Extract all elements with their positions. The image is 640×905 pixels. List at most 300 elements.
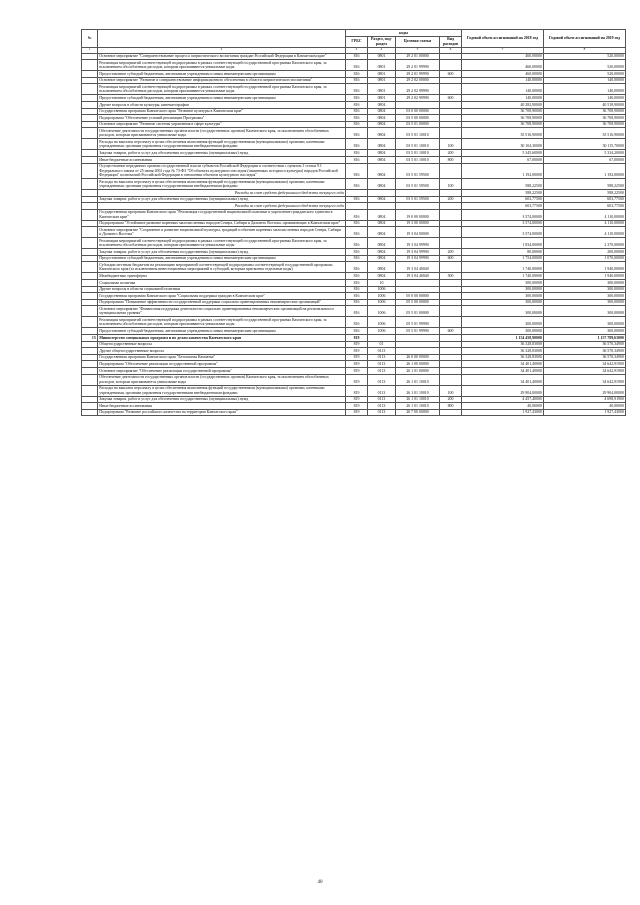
section-code: 0801: [368, 71, 396, 78]
row-name: Подпрограмма "Устойчивое развитие коренных малочисленных народов Севера, Сибири и Дальнего Востока, проживающих в Камчатском крае": [98, 220, 346, 227]
table-row: [82, 220, 626, 227]
row-number: [82, 374, 98, 385]
grbs-code: 816: [346, 71, 368, 78]
row-number: [82, 262, 98, 273]
amount-2018: 588,22500: [462, 189, 544, 196]
expense-type-code: [440, 299, 462, 306]
column-index: 6: [440, 47, 462, 53]
row-name: Осуществление переданных органам государственной власти субъектов Российской Федерации в соответствии с пунктом 1 статьи 9.1 Федерального закона от 25 июня 2002 года № 73-ФЗ "Об объектах культурного наследия (памятниках истории и культуры) народов Российской Федерации" полномочий Российской Федерации в отношении объектов культурного наследия": [98, 163, 346, 178]
budget-table: [81, 29, 626, 416]
section-code: [368, 203, 396, 210]
amount-2018: 36 708,90000: [462, 108, 544, 115]
expense-type-code: 500: [440, 273, 462, 280]
amount-2018: 1 834,00000: [462, 238, 544, 249]
row-number: [82, 178, 98, 189]
row-name: Закупка товаров, работ и услуг для обеспечения государственных (муниципальных) нужд: [98, 196, 346, 203]
row-name: Расходы за счет средств федерального бюджета текущего года: [98, 189, 346, 196]
amount-2019: 67,00000: [544, 156, 626, 163]
row-name: Подпрограмма "Повышение эффективности государственной поддержки социально ориентированных некоммерческих организаций": [98, 299, 346, 306]
table-row: [82, 101, 626, 108]
amount-2019: 300,00000: [544, 280, 626, 287]
section-code: 0801: [368, 53, 396, 60]
amount-2018: 36 328,83000: [462, 354, 544, 361]
grbs-code: 816: [346, 150, 368, 157]
amount-2019: 588,22500: [544, 178, 626, 189]
table-row: [82, 306, 626, 317]
target-code: [396, 335, 440, 342]
row-number: [82, 306, 98, 317]
expense-type-code: [440, 189, 462, 196]
table-row: [82, 71, 626, 78]
amount-2019: 36 570,34900: [544, 348, 626, 355]
amount-2019: 140,00000: [544, 95, 626, 102]
amount-2018: 36 328,83000: [462, 348, 544, 355]
section-code: 0113: [368, 368, 396, 375]
amount-2018: 603,77500: [462, 203, 544, 210]
row-number: [82, 354, 98, 361]
target-code: 26 7 00 00000: [396, 409, 440, 416]
col-2018-header: Годовой объем ассигнований на 2018 год: [462, 30, 544, 48]
section-code: 1006: [368, 299, 396, 306]
amount-2019: 36 708,90000: [544, 121, 626, 128]
section-code: 0113: [368, 374, 396, 385]
row-number: [82, 238, 98, 249]
table-row: [82, 385, 626, 396]
table-row: [82, 403, 626, 410]
section-code: 0804: [368, 273, 396, 280]
expense-type-code: 600: [440, 328, 462, 335]
row-number: [82, 121, 98, 128]
amount-2018: 460,00000: [462, 53, 544, 60]
grbs-code: [346, 203, 368, 210]
target-code: [396, 280, 440, 287]
table-row: [82, 108, 626, 115]
target-code: 19 3 04 99990: [396, 255, 440, 262]
expense-type-code: 600: [440, 71, 462, 78]
row-name: Подпрограмма "Развитие российского казачества на территории Камчатского края": [98, 409, 346, 416]
row-name: Предоставление субсидий бюджетным, автономным учреждениям и иным некоммерческим организациям: [98, 95, 346, 102]
section-code: 0113: [368, 403, 396, 410]
grbs-code: 819: [346, 348, 368, 355]
table-row: [82, 348, 626, 355]
row-number: [82, 60, 98, 71]
column-index: 4: [368, 47, 396, 53]
table-row: [82, 238, 626, 249]
target-code: [396, 101, 440, 108]
expense-type-code: [440, 354, 462, 361]
row-name: Основное мероприятие "Развитие и совершенствование информационного обеспечения в области патриотического воспитания": [98, 77, 346, 84]
target-code: 03 5 00 00000: [396, 115, 440, 122]
grbs-code: 816: [346, 209, 368, 220]
target-code: 03 0 00 00000: [396, 108, 440, 115]
expense-type-code: [440, 53, 462, 60]
table-row: [82, 374, 626, 385]
target-code: 03 5 01 59500: [396, 178, 440, 189]
target-code: 03 5 01 10010: [396, 156, 440, 163]
table-row: [82, 299, 626, 306]
target-code: [396, 341, 440, 348]
grbs-code: 819: [346, 341, 368, 348]
table-row: [82, 409, 626, 416]
row-number: [82, 227, 98, 238]
target-code: 29 2 01 99990: [396, 71, 440, 78]
col-name-header: [98, 30, 346, 48]
table-row: [82, 209, 626, 220]
amount-2018: 80,00000: [462, 249, 544, 256]
amount-2018: 3 574,00000: [462, 227, 544, 238]
col-grbs-header: ГРБС: [346, 36, 368, 47]
grbs-code: 816: [346, 273, 368, 280]
row-number: [82, 95, 98, 102]
row-name: Расходы на выплаты персоналу в целях обеспечения выполнения функций государственными (муниципальными) органами, казенными учреждениями, органами управления государственными внебюджетными фондами: [98, 139, 346, 150]
amount-2019: 4 110,00000: [544, 220, 626, 227]
amount-2019: 200,00000: [544, 249, 626, 256]
target-code: 19 3 04 40040: [396, 273, 440, 280]
row-number: [82, 280, 98, 287]
section-code: [368, 335, 396, 342]
expense-type-code: [440, 209, 462, 220]
expense-type-code: 100: [440, 178, 462, 189]
col-exptype-header: Вид расходов: [440, 36, 462, 47]
target-code: 05 5 00 00000: [396, 299, 440, 306]
amount-2019: 588,22500: [544, 189, 626, 196]
amount-2019: 34 642,91900: [544, 361, 626, 368]
target-code: 29 2 02 00000: [396, 77, 440, 84]
amount-2019: 40,00000: [544, 403, 626, 410]
table-row: [82, 280, 626, 287]
grbs-code: 816: [346, 115, 368, 122]
grbs-code: 819: [346, 335, 368, 342]
target-code: 29 2 01 99990: [396, 60, 440, 71]
target-code: 29 2 02 99990: [396, 84, 440, 95]
table-row: [82, 150, 626, 157]
grbs-code: 816: [346, 108, 368, 115]
amount-2019: 300,00000: [544, 317, 626, 328]
amount-2019: 300,00000: [544, 328, 626, 335]
grbs-code: 816: [346, 238, 368, 249]
expense-type-code: [440, 115, 462, 122]
row-number: [82, 368, 98, 375]
amount-2019: 4 110,00000: [544, 209, 626, 220]
amount-2019: 36 570,34900: [544, 341, 626, 348]
amount-2019: 300,00000: [544, 299, 626, 306]
target-code: 03 5 01 59500: [396, 196, 440, 203]
row-name: Министерство специальных программ и по делам казачества Камчатского края: [98, 335, 346, 342]
section-code: 0113: [368, 361, 396, 368]
grbs-code: 816: [346, 299, 368, 306]
section-code: 0804: [368, 255, 396, 262]
section-code: 0804: [368, 209, 396, 220]
expense-type-code: [440, 409, 462, 416]
table-row: [82, 156, 626, 163]
target-code: 26 1 01 10010: [396, 374, 440, 385]
row-number: [82, 115, 98, 122]
amount-2019: 520,00000: [544, 53, 626, 60]
table-row: [82, 84, 626, 95]
grbs-code: 816: [346, 255, 368, 262]
col-2019-header: Годовой объем ассигнований на 2019 год: [544, 30, 626, 48]
expense-type-code: [440, 317, 462, 328]
row-number: [82, 163, 98, 178]
grbs-code: 819: [346, 396, 368, 403]
amount-2019: 140,00000: [544, 84, 626, 95]
target-code: 03 5 01 59500: [396, 163, 440, 178]
grbs-code: 816: [346, 227, 368, 238]
section-code: 1006: [368, 286, 396, 293]
expense-type-code: [440, 101, 462, 108]
amount-2019: 140,00000: [544, 77, 626, 84]
amount-2019: 30 115,70000: [544, 139, 626, 150]
table-row: [82, 368, 626, 375]
amount-2019: 35 516,90000: [544, 128, 626, 139]
amount-2019: 1 192,00000: [544, 163, 626, 178]
section-code: 0801: [368, 77, 396, 84]
table-row: [82, 317, 626, 328]
section-code: 0113: [368, 354, 396, 361]
amount-2019: 300,00000: [544, 306, 626, 317]
row-name: Подпрограмма "Обеспечение условий реализации Программы": [98, 115, 346, 122]
grbs-code: 816: [346, 196, 368, 203]
target-code: 29 2 01 00000: [396, 53, 440, 60]
amount-2019: 1 157 789,63000: [544, 335, 626, 342]
amount-2018: 40 282,90000: [462, 101, 544, 108]
table-row: [82, 335, 626, 342]
amount-2018: 300,00000: [462, 317, 544, 328]
column-index: 1: [82, 47, 98, 53]
grbs-code: 819: [346, 385, 368, 396]
row-name: Межбюджетные трансферты: [98, 273, 346, 280]
amount-2018: 300,00000: [462, 306, 544, 317]
expense-type-code: [440, 220, 462, 227]
row-name: Иные бюджетные ассигнования: [98, 403, 346, 410]
col-section-header: Раздел, под-раздел: [368, 36, 396, 47]
amount-2018: 1 154 458,90000: [462, 335, 544, 342]
amount-2018: 1 754,00000: [462, 255, 544, 262]
target-code: 05 0 00 00000: [396, 293, 440, 300]
amount-2019: 1 070,00000: [544, 255, 626, 262]
section-code: 0804: [368, 220, 396, 227]
row-number: 15: [82, 335, 98, 342]
row-name: Расходы на выплаты персоналу в целях обеспечения выполнения функций государственными (муниципальными) органами, казенными учреждениями, органами управления государственными внебюджетными фондами: [98, 178, 346, 189]
row-name: Обеспечение деятельности государственных органов власти (государственных органов) Камчатского края, за исключением обособленных расходов, которым присваиваются уникальные коды: [98, 374, 346, 385]
row-name: Основное мероприятие "Совершенствование процесса патриотического воспитания граждан Российской Федерации в Камчатском крае": [98, 53, 346, 60]
row-name: Предоставление субсидий бюджетным, автономным учреждениям и иным некоммерческим организациям: [98, 255, 346, 262]
expense-type-code: 200: [440, 249, 462, 256]
target-code: 03 5 01 00000: [396, 121, 440, 128]
expense-type-code: 600: [440, 255, 462, 262]
expense-type-code: 200: [440, 196, 462, 203]
section-code: 0113: [368, 348, 396, 355]
row-name: Предоставление субсидий бюджетным, автономным учреждениям и иным некоммерческим организациям: [98, 328, 346, 335]
page-number: 40: [317, 880, 323, 885]
section-code: 0804: [368, 178, 396, 189]
row-name: Реализация мероприятий соответствующей подпрограммы в рамках соответствующей государственной программы Камчатского края, за исключением обособленных расходов, которым присваиваются уникальные коды: [98, 84, 346, 95]
expense-type-code: 600: [440, 95, 462, 102]
amount-2018: 35 516,90000: [462, 128, 544, 139]
expense-type-code: 800: [440, 156, 462, 163]
amount-2018: 30 104,30000: [462, 139, 544, 150]
grbs-code: 816: [346, 286, 368, 293]
section-code: 0804: [368, 150, 396, 157]
amount-2019: 36 708,90000: [544, 115, 626, 122]
amount-2018: 300,00000: [462, 293, 544, 300]
codes-header: коды: [346, 30, 462, 37]
section-code: 0804: [368, 238, 396, 249]
expense-type-code: [440, 84, 462, 95]
row-name: Расходы за счет средств федерального бюджета текущего года: [98, 203, 346, 210]
row-number: [82, 361, 98, 368]
row-number: [82, 317, 98, 328]
expense-type-code: [440, 262, 462, 273]
section-code: 0804: [368, 163, 396, 178]
target-code: 19 3 04 40040: [396, 262, 440, 273]
row-number: [82, 128, 98, 139]
row-number: [82, 203, 98, 210]
grbs-code: 816: [346, 262, 368, 273]
row-number: [82, 328, 98, 335]
expense-type-code: 200: [440, 396, 462, 403]
table-row: [82, 293, 626, 300]
table-row: [82, 163, 626, 178]
row-number: [82, 220, 98, 227]
table-row: [82, 227, 626, 238]
target-code: [396, 203, 440, 210]
section-code: 0804: [368, 139, 396, 150]
row-name: Закупка товаров, работ и услуг для обеспечения государственных (муниципальных) нужд: [98, 396, 346, 403]
expense-type-code: [440, 335, 462, 342]
table-row: [82, 128, 626, 139]
grbs-code: 816: [346, 77, 368, 84]
table-row: [82, 77, 626, 84]
row-name: Предоставление субсидий бюджетным, автономным учреждениям и иным некоммерческим организациям: [98, 71, 346, 78]
target-code: 29 2 02 99990: [396, 95, 440, 102]
grbs-code: 819: [346, 409, 368, 416]
target-code: 26 1 01 10010: [396, 396, 440, 403]
row-name: Социальная политика: [98, 280, 346, 287]
grbs-code: 816: [346, 128, 368, 139]
row-number: [82, 150, 98, 157]
amount-2019: 300,00000: [544, 286, 626, 293]
amount-2018: 140,00000: [462, 95, 544, 102]
amount-2018: 1 740,00000: [462, 262, 544, 273]
expense-type-code: 100: [440, 385, 462, 396]
row-name: Реализация мероприятий соответствующей подпрограммы в рамках соответствующей государственной программы Камчатского края, за исключением обособленных расходов, которым присваиваются уникальные коды: [98, 317, 346, 328]
section-code: 0804: [368, 249, 396, 256]
table-row: [82, 60, 626, 71]
row-number: [82, 249, 98, 256]
table-row: [82, 249, 626, 256]
section-code: 0804: [368, 101, 396, 108]
amount-2019: 34 642,91900: [544, 368, 626, 375]
amount-2018: 29 904,00000: [462, 385, 544, 396]
row-number: [82, 71, 98, 78]
table-row: [82, 341, 626, 348]
target-code: 19 3 04 00000: [396, 227, 440, 238]
section-code: 0804: [368, 227, 396, 238]
expense-type-code: [440, 286, 462, 293]
row-number: [82, 293, 98, 300]
amount-2018: 4 457,40000: [462, 396, 544, 403]
amount-2019: 603,77500: [544, 203, 626, 210]
note-row: [82, 189, 626, 196]
expense-type-code: [440, 306, 462, 317]
expense-type-code: [440, 203, 462, 210]
expense-type-code: [440, 341, 462, 348]
row-number: [82, 84, 98, 95]
target-code: 19 3 04 99990: [396, 249, 440, 256]
section-code: 1006: [368, 317, 396, 328]
grbs-code: 816: [346, 95, 368, 102]
table-row: [82, 196, 626, 203]
section-code: 0801: [368, 84, 396, 95]
amount-2019: 36 570,34900: [544, 354, 626, 361]
section-code: 1006: [368, 293, 396, 300]
amount-2019: 1 927,43000: [544, 409, 626, 416]
amount-2018: 36 708,90000: [462, 115, 544, 122]
amount-2019: 520,00000: [544, 71, 626, 78]
row-number: [82, 101, 98, 108]
row-number: [82, 139, 98, 150]
row-name: Закупка товаров, работ и услуг для обеспечения государственных (муниципальных) нужд: [98, 150, 346, 157]
row-name: Закупка товаров, работ и услуг для обеспечения государственных (муниципальных) нужд: [98, 249, 346, 256]
grbs-code: 816: [346, 101, 368, 108]
row-name: Государственная программа Камчатского края "Реализация государственной национальной политики и укрепление гражданского единства в Камчатском крае": [98, 209, 346, 220]
grbs-code: 816: [346, 178, 368, 189]
table-row: [82, 139, 626, 150]
grbs-code: 816: [346, 53, 368, 60]
section-code: 1006: [368, 328, 396, 335]
row-number: [82, 403, 98, 410]
table-row: [82, 115, 626, 122]
grbs-code: 816: [346, 220, 368, 227]
column-index: 3: [346, 47, 368, 53]
row-name: Подпрограмма "Обеспечение реализации государственной программы": [98, 361, 346, 368]
amount-2018: 1 740,00000: [462, 273, 544, 280]
grbs-code: 819: [346, 361, 368, 368]
expense-type-code: [440, 374, 462, 385]
section-code: 0804: [368, 262, 396, 273]
section-code: 0801: [368, 60, 396, 71]
target-code: 26 1 01 10010: [396, 385, 440, 396]
row-number: [82, 189, 98, 196]
expense-type-code: [440, 280, 462, 287]
amount-2019: 2 370,00000: [544, 238, 626, 249]
row-number: [82, 77, 98, 84]
column-index: 7: [462, 47, 544, 53]
table-row: [82, 178, 626, 189]
row-name: Реализация мероприятий соответствующей подпрограммы в рамках соответствующей государственной программы Камчатского края, за исключением обособленных расходов, которым присваиваются уникальные коды: [98, 60, 346, 71]
row-name: Расходы на выплаты персоналу в целях обеспечения выполнения функций государственными (муниципальными) органами, казенными учреждениями, органами управления государственными внебюджетными фондами: [98, 385, 346, 396]
amount-2018: 1 192,00000: [462, 163, 544, 178]
column-index: 5: [396, 47, 440, 53]
row-name: Основное мероприятие "Обеспечение реализации государственной программы": [98, 368, 346, 375]
grbs-code: 816: [346, 280, 368, 287]
table-row: [82, 262, 626, 273]
grbs-code: 816: [346, 163, 368, 178]
amount-2019: 300,00000: [544, 293, 626, 300]
amount-2018: 300,00000: [462, 286, 544, 293]
table-row: [82, 328, 626, 335]
table-row: [82, 354, 626, 361]
amount-2018: 3 574,00000: [462, 209, 544, 220]
row-number: [82, 255, 98, 262]
target-code: 19 3 00 00000: [396, 220, 440, 227]
amount-2019: 603,77500: [544, 196, 626, 203]
target-code: 05 5 01 99990: [396, 317, 440, 328]
amount-2019: 40 518,90000: [544, 101, 626, 108]
amount-2019: 36 708,90000: [544, 108, 626, 115]
amount-2018: 36 708,90000: [462, 121, 544, 128]
